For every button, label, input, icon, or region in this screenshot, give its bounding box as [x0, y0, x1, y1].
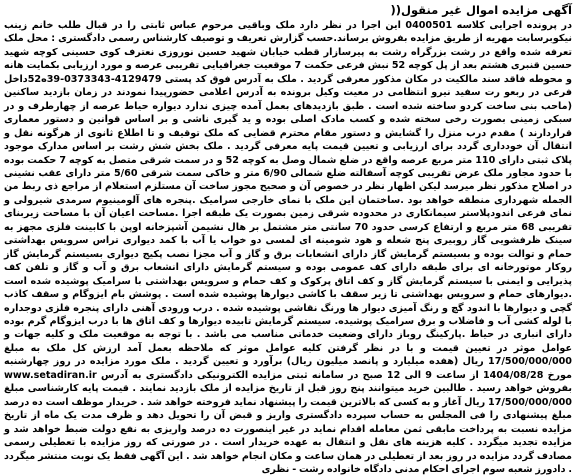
- auction-notice: [4, 2, 573, 475]
- notice-title: آگهی مزایده اموال غیر منقول((: [390, 3, 572, 17]
- notice-body: در پرونده اجرایی کلاسه 0400501 این اجرا در نظر دارد ملک وباقیی مرحوم عباس ثابتی را در قبال طلب خانم زینب نیکوبرسابت مهریه از طریق مزایده بفروش برساند.حسب گزارش تعریف و توصیف کارشناس رسمی دادگستری : محل ملک تعرفه شده واقع در رشت بزرگراه رشت به پیرسازار قطب خیابان شهید حسین نوروزی نعترف کوی حسینی کوچه شهید حسین قنبری هشتم بعد از پل کوچه 52 نبش فرعی حکمت 7 موقعیت جغرافیایی تقریبی عرصه و مورد ارزیابی بکمایت هانه و محوطه فاقد سند مالکیت در مکان مذکور معرفی گردید . ملک به آدرس فوق کد پستی 4129479-0373343-39ه52داخل فرعی در ربعو رت سفید نیرو انتظامی در معیت وکیل برونده به آدرس اعلامی حضورپیدا نمودند در زمان بازدید ساکنین (ماحب بنی ساخت کردو ساخته شده است . طبق بازدیدهای بعمل آمده چیزی ندارد دیواره حیاط عرصه از چهارطرف و در سبکی زمینی بصورت رخی سخته شده و کسب مادک اصلی بوده و ید گیری ناشی و بر اساس قوانین و دستور معماری قراردارند ) مقدم درب منزل را گشایش و دستور مقام محترم قضایی که ملک توقیف و تا اطلاع ثانوی از هرگونه نقل و انتقال آن خودداری گردد برای ارزیابی و تعیین قیمت پایه معرفی گردید . ملک بخش شش رشت بر اساس مدارک موجود پلاک ثبتی دارای 110 متر مربع عرصه واقع در ضلع شمال وصل به کوچه 52 و در سمت شرقی متصل به کوچه 7 حکمت بوده با حدود مجاور ملک عرض تقریبی کوچه آسفالته ضلع شمالی 6/90 متر و خاکی سمت شرقی 5/60 متر دارای عقب نشینی در اصلاح مذکور نظر میرسد لیکن اظهار نظر در خصوص آن و صحیح مجوز ساخت آن مستلزم استعلام از مراجع ذی ربط من الجمله شهرداری منطقه خواهد بود .ساختمان این ملک با نمای خارجی سرامیک .پنجره های آلومینیوم سرمدی شیرولی و نمای فرعی اندودپلاستر سیمانکاری در محدوده شرقی زمین بصورت یک طبقه اجرا .مساحت اعیان آن با مساحت زیربنای تقریبی 68 متر مربع و ارتفاع کرسی حدود 70 سانتی متر مشتمل بر هال نشیمن آشپزخانه اوپن با کابینت فلزی مجهز به سینک ظرفشویی گاز روبیری پنج شعله و هود شومینه ای لمسی دو خواب یا آب با کمد دیواری تراس سرویس بهداشتی حمام و توالت بوده و بسیستم گرمایش گاز دارای انشعابات برق و گاز و آب مجزا نصب پکیج دیواری بسیستم گرمایش گاز روکار موتورخانه ای برای طبقه دارای کف عمومی بوده و سیستم گرمایش دارای انشعاب برق و آب و گاز و تلفن کف پذیرایی و ایمنی با سیستم گرمایش گاز و کف اتاق پرکوک و کف حمام و سرویس بهداشتی با سرامیک پوشیده شده است .دیوارهای حمام و سرویس بهداشتی تا زیر سقف با کاشی دیوارها پوشیده شده است . پوشش بام ایزوگام و سقف کاذب گچی و دیوارها با اندود گچ و رنگ آمیزی دیوار ها ورنگ نقاشی پوشیده شده . درب ورودی آهنی دارای پنجره فلزی دوجداره با لوله کشی آب و فاضلاب و برق سرامیک پوشیده. سیستم گرمایش تابیده دیوارها و کف اتاق ها با درب ایزوگام گرم بوده دارای انباری در حیاط .پارکینگ روباز دارای وضعیت خدماتی مناسب می باشد . با توجه به موقعیت ملک و کلیه جهات و عوامل موثر در تعیین قیمت و با در نظر گرفتن کلیه عوامل موثر که ملاحظه بعمل آمد ارزش کل ملک به مبلغ 17/500/000/000 ریال (هفده میلیارد و پانصد میلیون ریال) برآورد و تعیین گردید . ملک مورد مزایده در روز چهارشنبه مورخ 1404/08/28 از ساعت 9 الی 12 صبح در سامانه ثبتی مزایده الکترونیکی دادگستری به آدرس www.setadiran.ir بفروش خواهد رسید . طالبین خرید میتوانند پنج روز قبل از تاریخ مزایده از ملک بازدید نمایند . قیمت پایه کارشناسی مبلغ 17/500/000/000 ریال آغاز و به کسی که بالاترین قیمت را پیشنهاد نماید فروخته خواهد شد . خریدار موظف است ده درصد مبلغ پیشنهادی را فی المجلس به حساب سپرده دادگستری واریز و قبض آن را تحویل دهد و ظرف مدت یک ماه از تاریخ مزایده نسبت به پرداخت مابقی ثمن معامله اقدام نماید در غیر اینصورت ده درصد واریزی به نفع دولت ضبط خواهد شد و مزایده تجدید میگردد . کلیه هزینه های نقل و انتقال به عهده خریدار است . در صورتی که روز مزایده با تعطیلی رسمی مصادف گردد مزایده در روز بعد از تعطیلی در همان ساعت و مکان انجام خواهد شد . این آگهی فقط یک نوبت منتشر میگردد . دادورز شعبه سوم اجرای احکام مدنی دادگاه خانواده رشت - نظری: [4, 20, 573, 475]
